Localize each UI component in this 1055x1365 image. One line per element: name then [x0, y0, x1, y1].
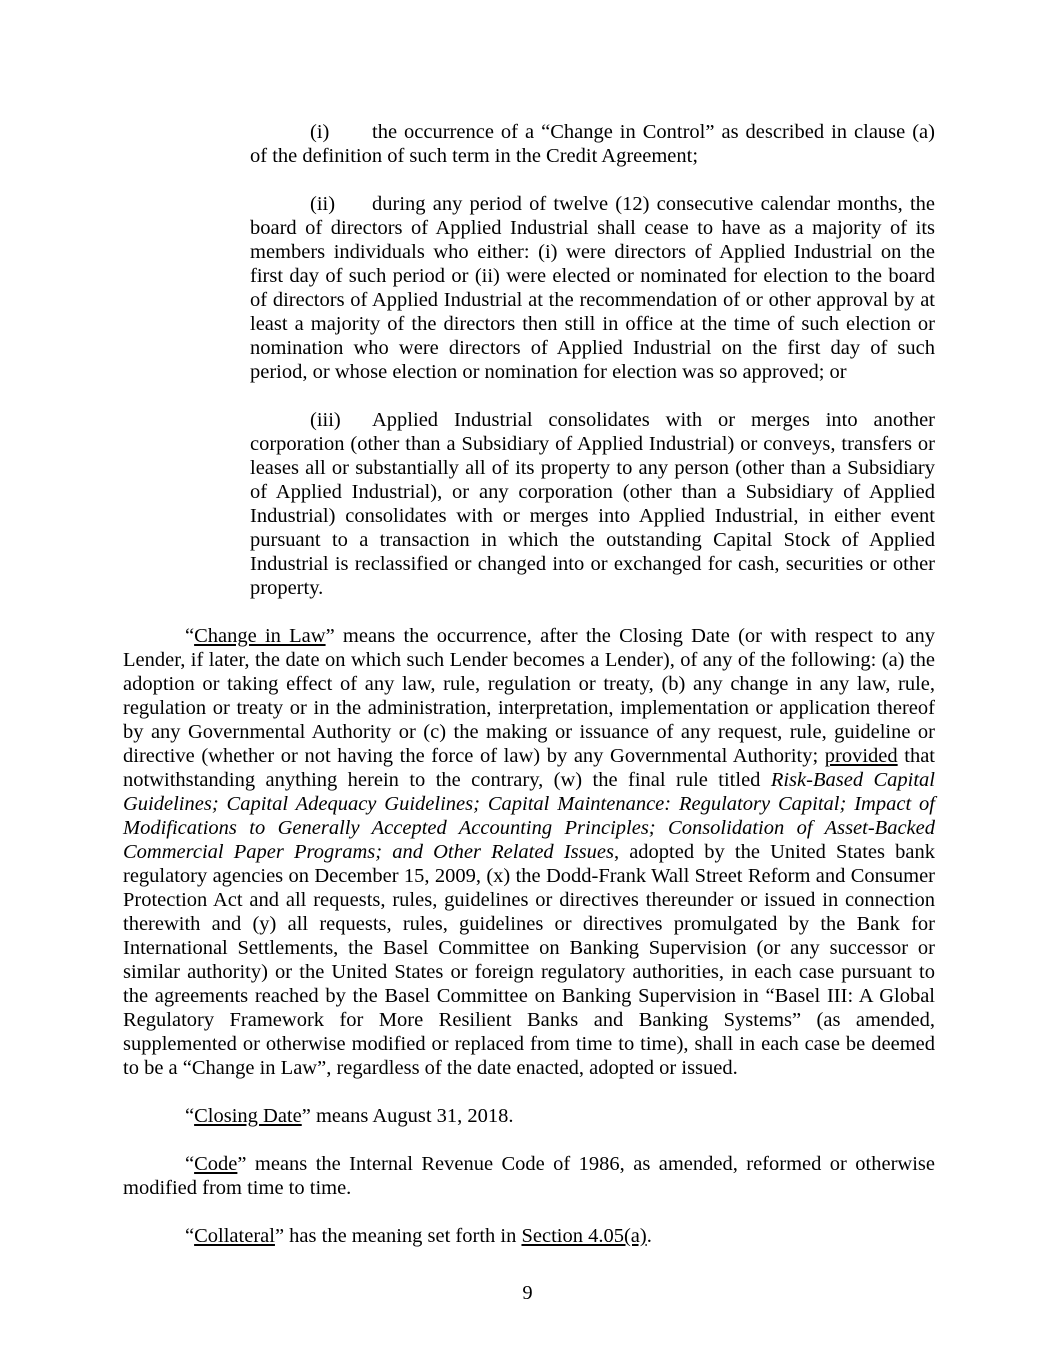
clause-ii-text: during any period of twelve (12) consecutive calendar months, the board of directors of Applied Industrial shall cease to have as a majority of its members individuals who either: (i) were directors of Applied Industrial on the first day of such period or (ii) were elected or nominated for election to the board of directors of Applied Industrial at the recommendation of or other approval by at least a majority of the directors then still in office at the time of such election or nomination who were directors of Applied Industrial on the first day of such period, or whose election or nomination for election was so approved; or: [250, 193, 935, 383]
clause-i-paragraph: [250, 120, 935, 168]
clause-i-label: (i): [310, 121, 330, 143]
definition-closing-date-text: ” means August 31, 2018.: [301, 1105, 514, 1127]
definition-collateral-paragraph: [123, 1224, 935, 1248]
clause-ii-paragraph: [250, 192, 935, 384]
definition-code-text: ” means the Internal Revenue Code of 1986, as amended, reformed or otherwise modified from time to time.: [123, 1153, 935, 1199]
definition-collateral-period: .: [646, 1225, 652, 1247]
open-quote: “: [185, 1225, 195, 1247]
definition-change-in-law-text-2: that notwithstanding anything herein to the contrary, (w) the final rule titled: [123, 745, 936, 791]
definition-change-in-law-text-1: ” means the occurrence, after the Closing Date (or with respect to any Lender, if later, the date on which such Lender becomes a Lender), of any of the following: (a) the adoption or taking effect of any law, rule, regulation or treaty, (b) any change in any law, rule, regulation or treaty or in the administration, interpretation, implementation or application thereof by any Governmental Authority or (c) the making or issuance of any request, rule, guideline or directive (whether or not having the force of law) by any Governmental Authority;: [123, 625, 935, 767]
defined-term-closing-date: Closing Date: [194, 1105, 302, 1127]
page-number: 9: [522, 1282, 533, 1304]
definition-closing-date-paragraph: [123, 1104, 935, 1128]
definition-change-in-law-text-3: , adopted by the United States bank regulatory agencies on December 15, 2009, (x) the Dodd-Frank Wall Street Reform and Consumer Protection Act and all requests, rules, guidelines or directives thereunder or issued in connection therewith and (y) all requests, rules, guidelines or directives promulgated by the Bank for International Settlements, the Basel Committee on Banking Supervision (or any successor or similar authority) or the United States or foreign regulatory authorities, in each case pursuant to the agreements reached by the Basel Committee on Banking Supervision in “Basel III: A Global Regulatory Framework for More Resilient Banks and Banking Systems” (as amended, supplemented or otherwise modified or replaced from time to time), shall in each case be deemed to be a “Change in Law”, regardless of the date enacted, adopted or issued.: [123, 841, 935, 1079]
open-quote: “: [185, 625, 195, 647]
defined-term-change-in-law: Change in Law: [194, 625, 326, 647]
clause-i-text: the occurrence of a “Change in Control” as described in clause (a) of the definition of such term in the Credit Agreement;: [250, 121, 935, 167]
rule-title-italic: Risk-Based Capital Guidelines; Capital Adequacy Guidelines; Capital Maintenance: Regulatory Capital; Impact of Modifications to Generally Accepted Accounting Principles; Consolidation of Asset-Backed Commercial Paper Programs; and Other Related Issues: [123, 769, 935, 863]
clause-iii-label: (iii): [310, 409, 341, 431]
section-reference: Section 4.05(a): [521, 1225, 647, 1247]
clause-iii-text: Applied Industrial consolidates with or merges into another corporation (other than a Subsidiary of Applied Industrial) or conveys, transfers or leases all or substantially all of its property to any person (other than a Subsidiary of Applied Industrial), or any corporation (other than a Subsidiary of Applied Industrial) consolidates with or merges into Applied Industrial, in either event pursuant to a transaction in which the outstanding Capital Stock of Applied Industrial is reclassified or changed into or exchanged for cash, securities or other property.: [250, 409, 935, 599]
definition-collateral-text: ” has the meaning set forth in: [274, 1225, 522, 1247]
open-quote: “: [185, 1105, 195, 1127]
definition-code-paragraph: [123, 1152, 935, 1200]
document-content: [123, 120, 935, 1272]
defined-term-code: Code: [194, 1153, 238, 1175]
clause-iii-paragraph: [250, 408, 935, 600]
clause-ii-label: (ii): [310, 193, 336, 215]
provided-emphasis: provided: [824, 745, 898, 767]
defined-term-collateral: Collateral: [194, 1225, 275, 1247]
definition-change-in-law-paragraph: [123, 624, 935, 1080]
open-quote: “: [185, 1153, 195, 1175]
